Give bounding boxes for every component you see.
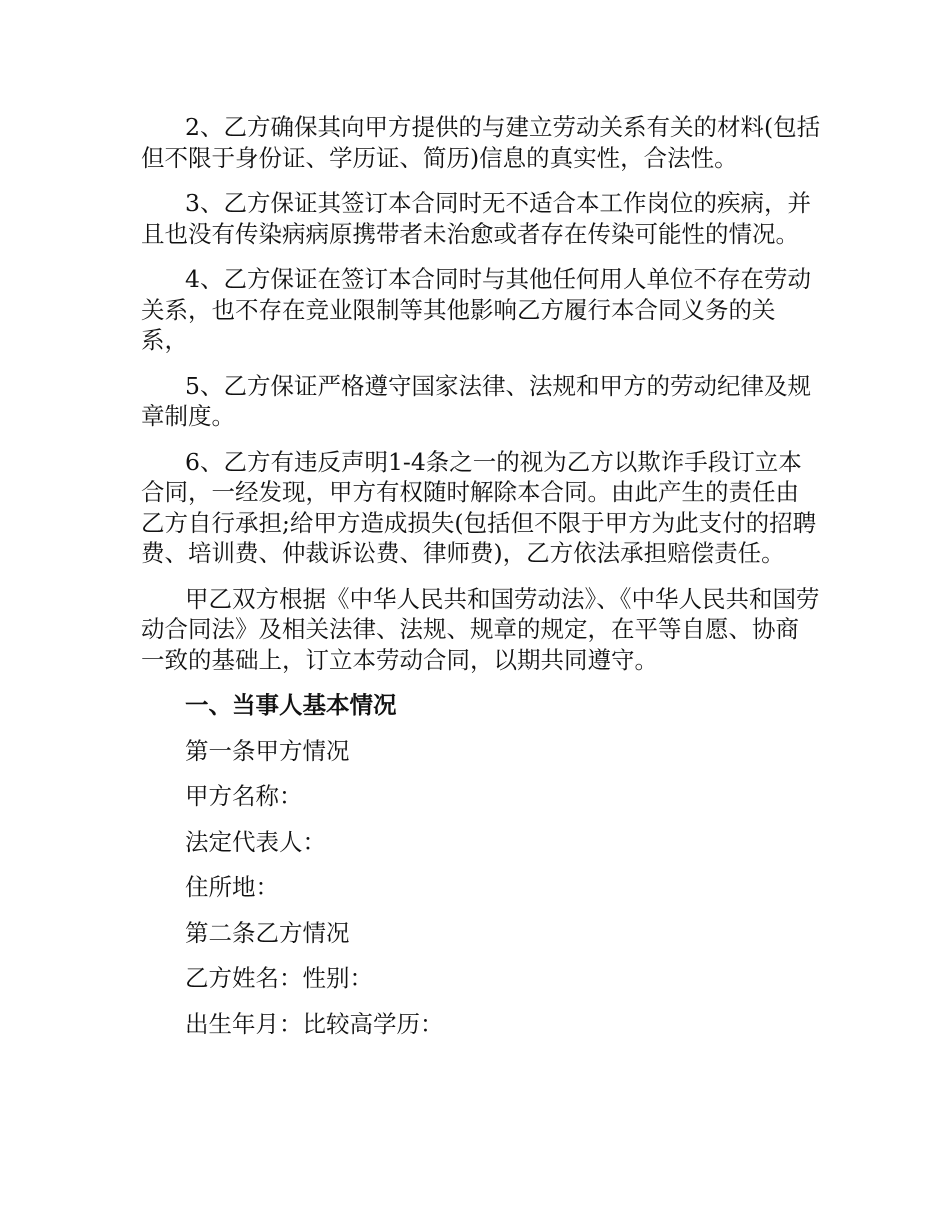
address-field: 住所地： [185,873,279,901]
section-heading-parties: 一、当事人基本情况 [185,691,397,719]
article-1-title: 第一条甲方情况 [185,736,350,765]
article-2-title: 第二条乙方情况 [185,918,350,947]
party-a-name-field: 甲方名称： [185,782,303,810]
clause-6-paragraph: 6、乙方有违反声明1-4条之一的视为乙方以欺诈手段订立本合同，一经发现，甲方有权随时解除本合同。由此产生的责任由乙方自行承担;给甲方造成损失(包括但不限于甲方为此支付的招聘费、培训费、仲裁诉讼费、律师费)，乙方依法承担赔偿责任。 [141,447,817,567]
document-body [141,112,821,1054]
clause-3-paragraph: 3、乙方保证其签订本合同时无不适合本工作岗位的疾病，并且也没有传染病病原携带者未治愈或者存在传染可能性的情况。 [141,189,811,248]
preamble-paragraph: 甲乙双方根据《中华人民共和国劳动法》、《中华人民共和国劳动合同法》及相关法律、法规、规章的规定，在平等自愿、协商一致的基础上，订立本劳动合同，以期共同遵守。 [141,584,820,674]
clause-5-paragraph: 5、乙方保证严格遵守国家法律、法规和甲方的劳动纪律及规章制度。 [141,371,811,430]
birth-education-field: 出生年月：比较高学历： [185,1009,444,1038]
clause-2-paragraph: 2、乙方确保其向甲方提供的与建立劳动关系有关的材料(包括但不限于身份证、学历证、简历)信息的真实性，合法性。 [141,113,821,172]
clause-4-paragraph: 4、乙方保证在签订本合同时与其他任何用人单位不存在劳动关系，也不存在竞业限制等其他影响乙方履行本合同义务的关系， [141,265,811,354]
party-b-name-gender-field: 乙方姓名：性别： [185,964,373,992]
legal-representative-field: 法定代表人： [185,827,326,856]
